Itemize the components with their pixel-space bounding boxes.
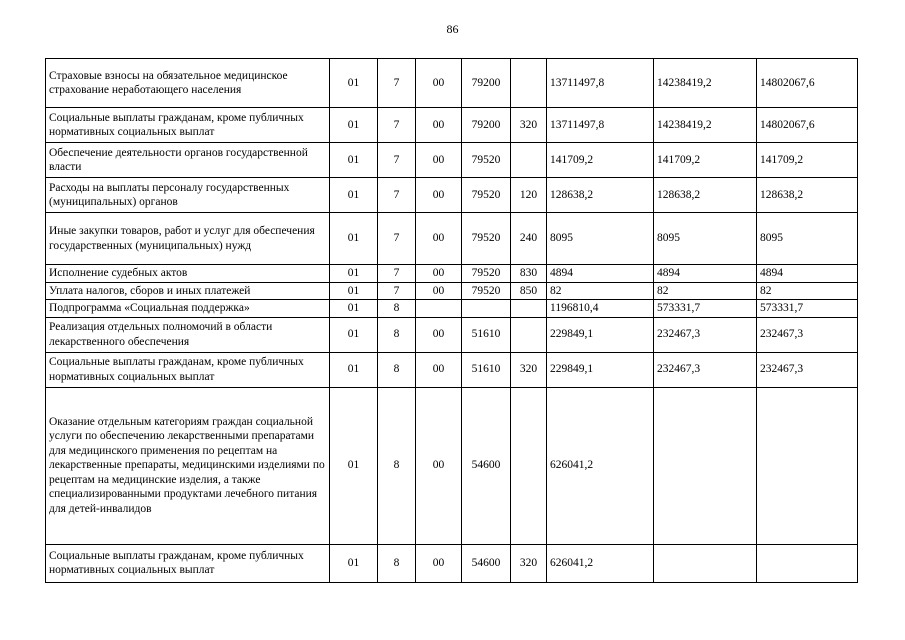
amount-year3-cell: 128638,2 [757, 178, 858, 213]
amount-year1-cell: 13711497,8 [547, 59, 654, 108]
expense-type-cell: 320 [511, 108, 547, 143]
target-code-cell: 51610 [462, 352, 511, 387]
table-row [46, 143, 858, 178]
amount-year2-cell: 573331,7 [654, 300, 757, 318]
table-row [46, 265, 858, 283]
section-code-cell: 01 [330, 300, 378, 318]
amount-year1-cell: 8095 [547, 213, 654, 265]
amount-year3-cell: 573331,7 [757, 300, 858, 318]
amount-year2-cell: 4894 [654, 265, 757, 283]
expense-type-cell: 320 [511, 352, 547, 387]
expense-type-cell: 320 [511, 544, 547, 582]
amount-year1-cell: 626041,2 [547, 387, 654, 544]
table-row [46, 213, 858, 265]
section-code-cell: 01 [330, 282, 378, 300]
section-code-cell: 01 [330, 108, 378, 143]
amount-year3-cell: 4894 [757, 265, 858, 283]
amount-year2-cell: 141709,2 [654, 143, 757, 178]
expense-type-cell [511, 317, 547, 352]
subprogram-code-cell: 8 [378, 387, 416, 544]
row-name-cell: Реализация отдельных полномочий в области лекарственного обеспечения [46, 317, 330, 352]
table-row [46, 282, 858, 300]
amount-year3-cell [757, 387, 858, 544]
expense-type-cell [511, 387, 547, 544]
direction-code-cell: 00 [416, 59, 462, 108]
row-name-cell: Иные закупки товаров, работ и услуг для обеспечения государственных (муниципальных) нужд [46, 213, 330, 265]
row-name-cell: Обеспечение деятельности органов государственной власти [46, 143, 330, 178]
amount-year3-cell: 232467,3 [757, 317, 858, 352]
target-code-cell: 79520 [462, 143, 511, 178]
section-code-cell: 01 [330, 143, 378, 178]
amount-year2-cell: 128638,2 [654, 178, 757, 213]
amount-year2-cell [654, 544, 757, 582]
amount-year1-cell: 128638,2 [547, 178, 654, 213]
amount-year3-cell: 141709,2 [757, 143, 858, 178]
amount-year1-cell: 4894 [547, 265, 654, 283]
subprogram-code-cell: 7 [378, 108, 416, 143]
amount-year3-cell: 8095 [757, 213, 858, 265]
amount-year1-cell: 13711497,8 [547, 108, 654, 143]
target-code-cell: 79520 [462, 213, 511, 265]
section-code-cell: 01 [330, 387, 378, 544]
direction-code-cell: 00 [416, 213, 462, 265]
amount-year1-cell: 141709,2 [547, 143, 654, 178]
subprogram-code-cell: 7 [378, 178, 416, 213]
amount-year2-cell: 8095 [654, 213, 757, 265]
target-code-cell: 51610 [462, 317, 511, 352]
target-code-cell: 79200 [462, 108, 511, 143]
expense-type-cell [511, 143, 547, 178]
subprogram-code-cell: 7 [378, 282, 416, 300]
amount-year3-cell: 14802067,6 [757, 59, 858, 108]
budget-table [45, 58, 858, 583]
row-name-cell: Страховые взносы на обязательное медицинское страхование неработающего населения [46, 59, 330, 108]
amount-year1-cell: 82 [547, 282, 654, 300]
table-row [46, 178, 858, 213]
section-code-cell: 01 [330, 352, 378, 387]
amount-year2-cell: 82 [654, 282, 757, 300]
table-body [46, 59, 858, 583]
row-name-cell: Исполнение судебных актов [46, 265, 330, 283]
row-name-cell: Расходы на выплаты персоналу государственных (муниципальных) органов [46, 178, 330, 213]
subprogram-code-cell: 7 [378, 265, 416, 283]
target-code-cell: 54600 [462, 387, 511, 544]
amount-year1-cell: 626041,2 [547, 544, 654, 582]
direction-code-cell: 00 [416, 108, 462, 143]
amount-year1-cell: 1196810,4 [547, 300, 654, 318]
subprogram-code-cell: 8 [378, 352, 416, 387]
direction-code-cell: 00 [416, 282, 462, 300]
direction-code-cell: 00 [416, 178, 462, 213]
section-code-cell: 01 [330, 317, 378, 352]
target-code-cell: 54600 [462, 544, 511, 582]
row-name-cell: Уплата налогов, сборов и иных платежей [46, 282, 330, 300]
expense-type-cell: 120 [511, 178, 547, 213]
section-code-cell: 01 [330, 213, 378, 265]
section-code-cell: 01 [330, 59, 378, 108]
amount-year2-cell: 232467,3 [654, 352, 757, 387]
direction-code-cell: 00 [416, 265, 462, 283]
amount-year3-cell [757, 544, 858, 582]
subprogram-code-cell: 7 [378, 59, 416, 108]
expense-type-cell [511, 59, 547, 108]
amount-year3-cell: 82 [757, 282, 858, 300]
subprogram-code-cell: 8 [378, 317, 416, 352]
table-row [46, 352, 858, 387]
direction-code-cell: 00 [416, 352, 462, 387]
target-code-cell: 79520 [462, 265, 511, 283]
section-code-cell: 01 [330, 265, 378, 283]
table-row [46, 544, 858, 582]
row-name-cell: Социальные выплаты гражданам, кроме публичных нормативных социальных выплат [46, 352, 330, 387]
amount-year2-cell: 232467,3 [654, 317, 757, 352]
direction-code-cell: 00 [416, 143, 462, 178]
row-name-cell: Подпрограмма «Социальная поддержка» [46, 300, 330, 318]
amount-year3-cell: 232467,3 [757, 352, 858, 387]
table-row [46, 317, 858, 352]
expense-type-cell: 240 [511, 213, 547, 265]
amount-year2-cell [654, 387, 757, 544]
row-name-cell: Социальные выплаты гражданам, кроме публичных нормативных социальных выплат [46, 108, 330, 143]
amount-year3-cell: 14802067,6 [757, 108, 858, 143]
section-code-cell: 01 [330, 544, 378, 582]
page-number: 86 [446, 22, 459, 36]
amount-year2-cell: 14238419,2 [654, 108, 757, 143]
subprogram-code-cell: 8 [378, 300, 416, 318]
section-code-cell: 01 [330, 178, 378, 213]
expense-type-cell [511, 300, 547, 318]
table-row [46, 387, 858, 544]
direction-code-cell: 00 [416, 387, 462, 544]
subprogram-code-cell: 7 [378, 213, 416, 265]
target-code-cell: 79520 [462, 178, 511, 213]
target-code-cell: 79200 [462, 59, 511, 108]
amount-year2-cell: 14238419,2 [654, 59, 757, 108]
table-row [46, 108, 858, 143]
direction-code-cell: 00 [416, 317, 462, 352]
direction-code-cell [416, 300, 462, 318]
subprogram-code-cell: 8 [378, 544, 416, 582]
direction-code-cell: 00 [416, 544, 462, 582]
expense-type-cell: 830 [511, 265, 547, 283]
subprogram-code-cell: 7 [378, 143, 416, 178]
table-row [46, 300, 858, 318]
target-code-cell [462, 300, 511, 318]
table-row [46, 59, 858, 108]
amount-year1-cell: 229849,1 [547, 317, 654, 352]
row-name-cell: Социальные выплаты гражданам, кроме публичных нормативных социальных выплат [46, 544, 330, 582]
row-name-cell: Оказание отдельным категориям граждан социальной услуги по обеспечению лекарственными препаратами для медицинского применения по рецептам на лекарственные препараты, медицинскими изделиями по рецептам на медицинские изделия, а также специализированными продуктами лечебного питания для детей-инвалидов [46, 387, 330, 544]
target-code-cell: 79520 [462, 282, 511, 300]
amount-year1-cell: 229849,1 [547, 352, 654, 387]
expense-type-cell: 850 [511, 282, 547, 300]
